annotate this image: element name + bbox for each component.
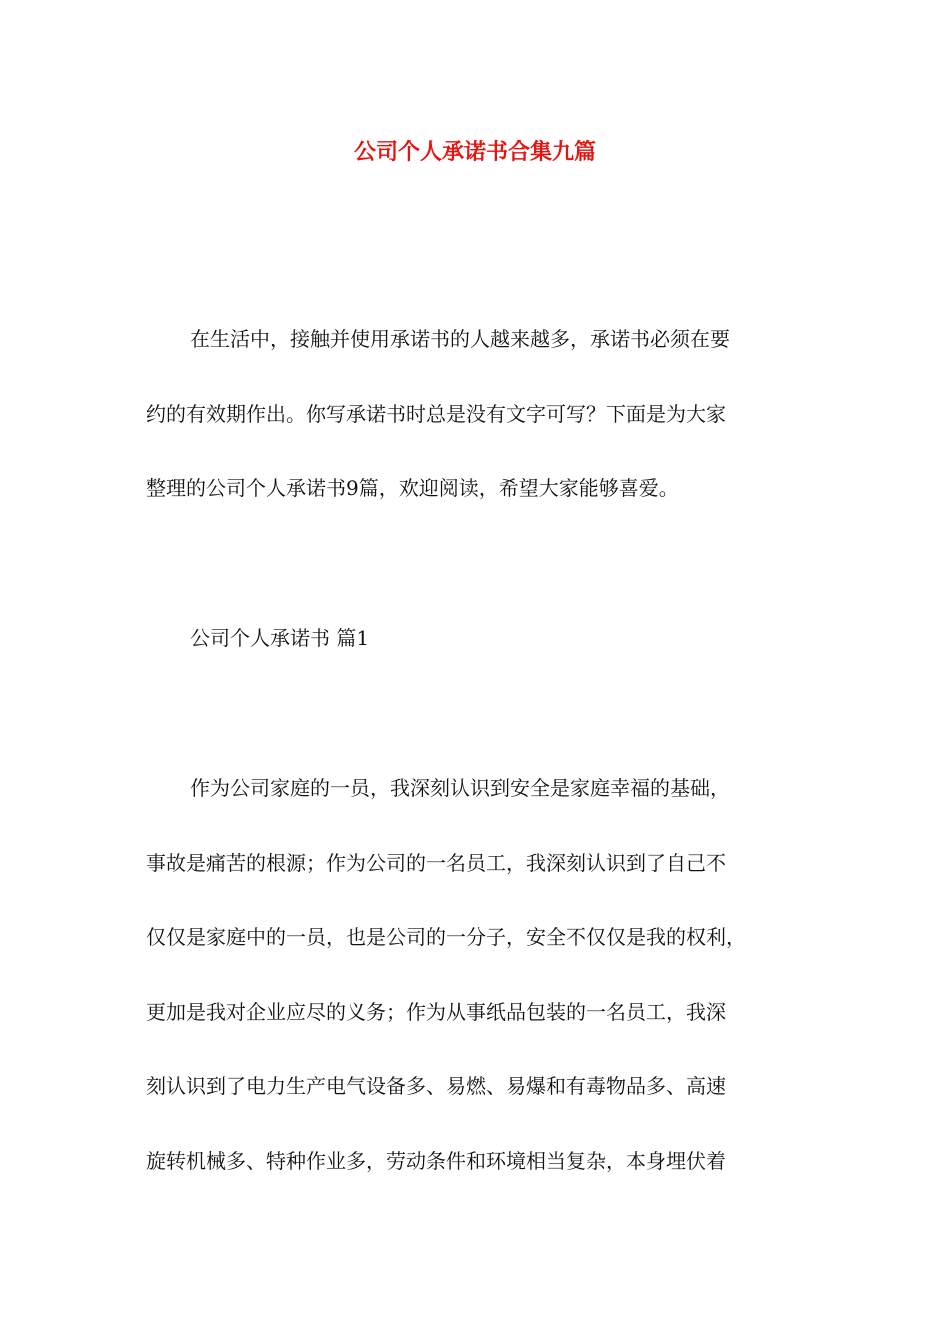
- body-line: 刻认识到了电力生产电气设备多、易燃、易爆和有毒物品多、高速: [146, 1074, 726, 1098]
- intro-line: 在生活中，接触并使用承诺书的人越来越多，承诺书必须在要: [190, 327, 730, 351]
- body-line: 旋转机械多、特种作业多，劳动条件和环境相当复杂，本身埋伏着: [146, 1149, 726, 1173]
- body-line: 事故是痛苦的根源；作为公司的一名员工，我深刻认识到了自己不: [146, 851, 726, 875]
- body-line: 更加是我对企业应尽的义务；作为从事纸品包装的一名员工，我深: [146, 1000, 726, 1024]
- intro-line: 约的有效期作出。你写承诺书时总是没有文字可写？下面是为大家: [146, 402, 726, 426]
- body-line: 作为公司家庭的一员，我深刻认识到安全是家庭幸福的基础，: [190, 776, 730, 800]
- body-line: 仅仅是家庭中的一员，也是公司的一分子，安全不仅仅是我的权利，: [146, 925, 746, 949]
- section-heading: 公司个人承诺书 篇1: [190, 626, 370, 650]
- document-title: 公司个人承诺书合集九篇: [353, 139, 596, 165]
- intro-line: 整理的公司个人承诺书9篇，欢迎阅读，希望大家能够喜爱。: [146, 476, 679, 500]
